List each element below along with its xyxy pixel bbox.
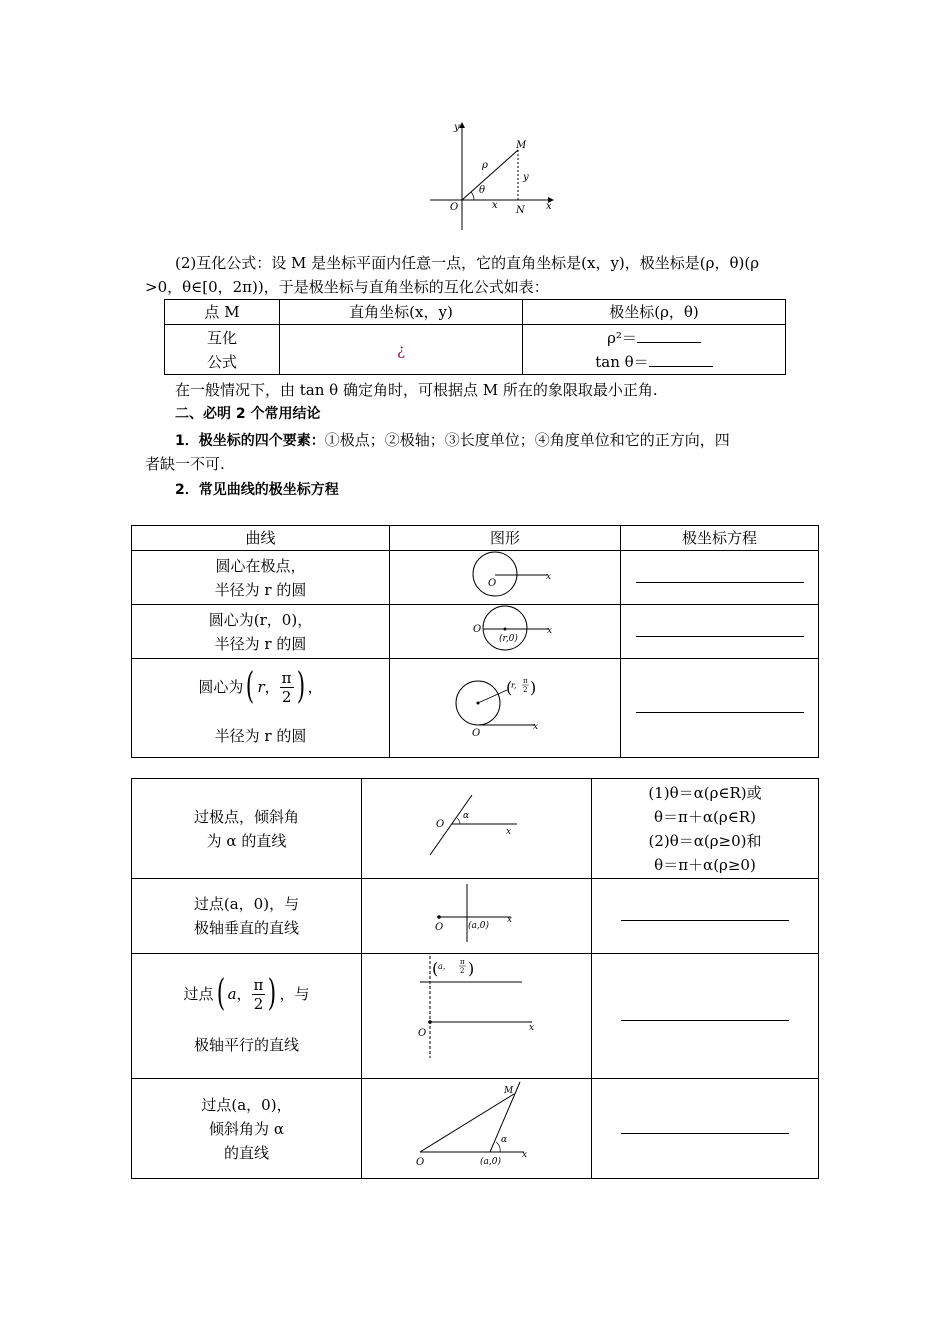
tan-blank [649, 352, 713, 367]
frac-num: π [253, 975, 264, 994]
header-equation: 极坐标方程 [621, 526, 819, 551]
point-comma: ， [236, 985, 252, 1004]
frac-num: π [281, 668, 292, 687]
label-line: 半径为 r 的圆 [214, 580, 307, 599]
item-2: 2．常见曲线的极坐标方程 [175, 482, 339, 498]
line-row-2-figure [362, 879, 592, 954]
point-label: (a,0) [467, 920, 489, 931]
line-row-1-figure [362, 779, 592, 879]
circle-at-pole-figure [455, 551, 555, 597]
center-pi-label: π [523, 676, 528, 685]
answer-blank [636, 635, 804, 637]
vertical-line-figure [427, 882, 527, 944]
right-paren: ) [296, 666, 305, 708]
circle-row-3-figure [390, 659, 621, 758]
formula-line-1: (2)互化公式：设 M 是坐标平面内任意一点，它的直角坐标是(x，y)，极坐标是(ρ，θ)(ρ [175, 254, 760, 272]
theta-label: θ [479, 185, 486, 196]
answer-blank [621, 1019, 789, 1021]
row-label-1: 互化 [206, 328, 237, 347]
x-axis-label: x [521, 1150, 527, 1160]
label-line: 圆心为(r，0)， [208, 610, 313, 629]
label-line: 为 α 的直线 [206, 831, 287, 850]
header-point: 点 M [165, 300, 280, 325]
rho-formula-label: ρ²＝ [607, 328, 637, 347]
point-m-label: M [503, 1086, 513, 1096]
origin-label: O [450, 202, 459, 213]
label-line-with-point [132, 975, 361, 1013]
line-row-3-equation [592, 954, 819, 1079]
origin-label: O [488, 578, 497, 589]
header-rect: 直角坐标(x，y) [280, 300, 523, 325]
circle-row-1-equation [621, 551, 819, 605]
general-paragraph: 在一般情况下，由 tan θ 确定角时，可根据点 M 所在的象限取最小正角. [175, 381, 658, 399]
conversion-table [164, 299, 786, 375]
y-axis-label: y [454, 122, 460, 133]
label-suffix: ，与 [279, 985, 310, 1004]
left-paren: ( [246, 666, 255, 708]
rho-blank [637, 328, 701, 343]
formula-line-2: >0，θ∈[0，2π))，于是极坐标与直角坐标的互化公式如表： [145, 278, 549, 296]
paren-l: ( [431, 959, 438, 978]
row-label [165, 325, 280, 375]
equation-line: θ＝π＋α(ρ≥0) [654, 855, 756, 874]
center-2-label: 2 [523, 685, 528, 694]
line-row-4-label [132, 1079, 362, 1179]
center-label: (r,0) [499, 634, 518, 644]
label-line: 的直线 [223, 1143, 269, 1162]
line-row-4-figure [362, 1079, 592, 1179]
origin-label: O [435, 819, 444, 830]
header-figure: 图形 [390, 526, 621, 551]
answer-blank [636, 711, 804, 713]
label-line: 半径为 r 的圆 [214, 634, 307, 653]
label-line: 过点(a，0)， [201, 1095, 292, 1114]
paren-l: ( [506, 677, 513, 697]
equation-line: (2)θ＝α(ρ≥0)和 [648, 831, 762, 850]
circle-on-axis-figure [455, 605, 555, 651]
label-line: 圆心在极点， [215, 556, 306, 575]
point-label: (a,0) [479, 1157, 501, 1167]
point-r: r [257, 678, 265, 697]
answer-blank [636, 581, 804, 583]
section-heading: 二、必明 2 个常用结论 [175, 406, 321, 422]
origin-label: O [417, 1028, 426, 1039]
y-segment-label: y [523, 172, 529, 183]
point-a-label: a， [437, 962, 451, 971]
label-line: 半径为 r 的圆 [214, 726, 307, 745]
label-prefix: 圆心为 [198, 678, 244, 697]
line-row-1-label [132, 779, 362, 879]
label-line: 过点(a，0)，与 [193, 895, 300, 913]
tan-formula-label: tan θ＝ [595, 352, 649, 371]
x-axis-label: x [546, 572, 552, 582]
origin-label: O [415, 1157, 424, 1168]
item-1 [145, 428, 817, 453]
equation-line: (1)θ＝α(ρ∈R)或 [648, 783, 762, 802]
polar-rect-figure [428, 118, 558, 236]
paren-r: ) [467, 959, 474, 978]
horizontal-line-figure [412, 954, 542, 1059]
origin-label: O [472, 727, 481, 737]
tan-formula [523, 350, 785, 374]
rect-value: ¿ [396, 340, 406, 359]
x-segment-label: x [492, 200, 498, 211]
x-axis-label: x [546, 201, 552, 212]
answer-blank [621, 919, 789, 921]
answer-blank [621, 1132, 789, 1134]
pi-over-2 [280, 669, 294, 706]
line-row-3-label [132, 954, 362, 1079]
circle-row-3-label [132, 659, 390, 758]
x-axis-label: x [528, 1023, 534, 1033]
x-axis-label: x [547, 626, 553, 636]
circle-row-3-equation [621, 659, 819, 758]
line-row-3-figure [362, 954, 592, 1079]
circle-on-y-figure [455, 673, 555, 737]
line-row-4-equation [592, 1079, 819, 1179]
point-n-label: N [516, 205, 525, 216]
circle-table [131, 525, 819, 758]
item-1-text: ①极点；②极轴；③长度单位；④角度单位和它的正方向，四 [324, 431, 730, 449]
paren-r: ) [530, 677, 537, 697]
line-table [131, 778, 819, 1179]
header-polar: 极坐标(ρ，θ) [523, 300, 786, 325]
point-comma: ， [264, 678, 280, 697]
circle-row-2-figure [390, 605, 621, 659]
center-r-label: r, [511, 680, 517, 690]
alpha-label: α [500, 1135, 507, 1145]
rect-formula-cell [280, 325, 523, 375]
label-line: 极轴平行的直线 [193, 1035, 299, 1054]
origin-label: O [473, 624, 482, 635]
item-1-bold: 1．极坐标的四个要素： [175, 433, 325, 449]
line-row-2-label [132, 879, 362, 954]
header-curve: 曲线 [132, 526, 390, 551]
item-1-cont: 者缺一不可. [145, 455, 225, 473]
x-axis-label: x [506, 914, 512, 925]
circle-row-2-equation [621, 605, 819, 659]
label-line-with-point [132, 668, 389, 706]
label-line: 过极点，倾斜角 [193, 807, 299, 826]
x-axis-label: x [505, 827, 511, 837]
line-row-1-equation [592, 779, 819, 879]
point-m-label: M [516, 140, 527, 151]
frac-den: 2 [281, 687, 292, 706]
rho-formula [523, 326, 785, 350]
inclined-line-figure [412, 1080, 542, 1170]
left-paren: ( [216, 973, 225, 1015]
frac-den: 2 [253, 994, 264, 1013]
equation-line: θ＝π＋α(ρ∈R) [654, 807, 756, 826]
point-pi-label: π [459, 958, 465, 966]
pi-over-2 [252, 976, 266, 1013]
label-suffix: ， [307, 678, 323, 697]
right-paren: ) [268, 973, 277, 1015]
formula-paragraph [145, 251, 817, 275]
label-line: 倾斜角为 α [209, 1119, 284, 1138]
circle-row-1-label [132, 551, 390, 605]
rho-label: ρ [482, 160, 488, 171]
alpha-label: α [462, 811, 469, 821]
label-line: 极轴垂直的直线 [193, 919, 299, 937]
line-row-2-equation [592, 879, 819, 954]
polar-formula-cell [523, 325, 786, 375]
point-2-label: 2 [459, 967, 464, 975]
line-through-pole-figure [422, 785, 532, 865]
origin-label: O [434, 921, 443, 933]
label-prefix: 过点 [183, 985, 214, 1004]
x-axis-label: x [533, 721, 539, 732]
circle-row-1-figure [390, 551, 621, 605]
row-label-2: 公式 [206, 352, 237, 371]
point-a: a [227, 985, 237, 1004]
circle-row-2-label [132, 605, 390, 659]
